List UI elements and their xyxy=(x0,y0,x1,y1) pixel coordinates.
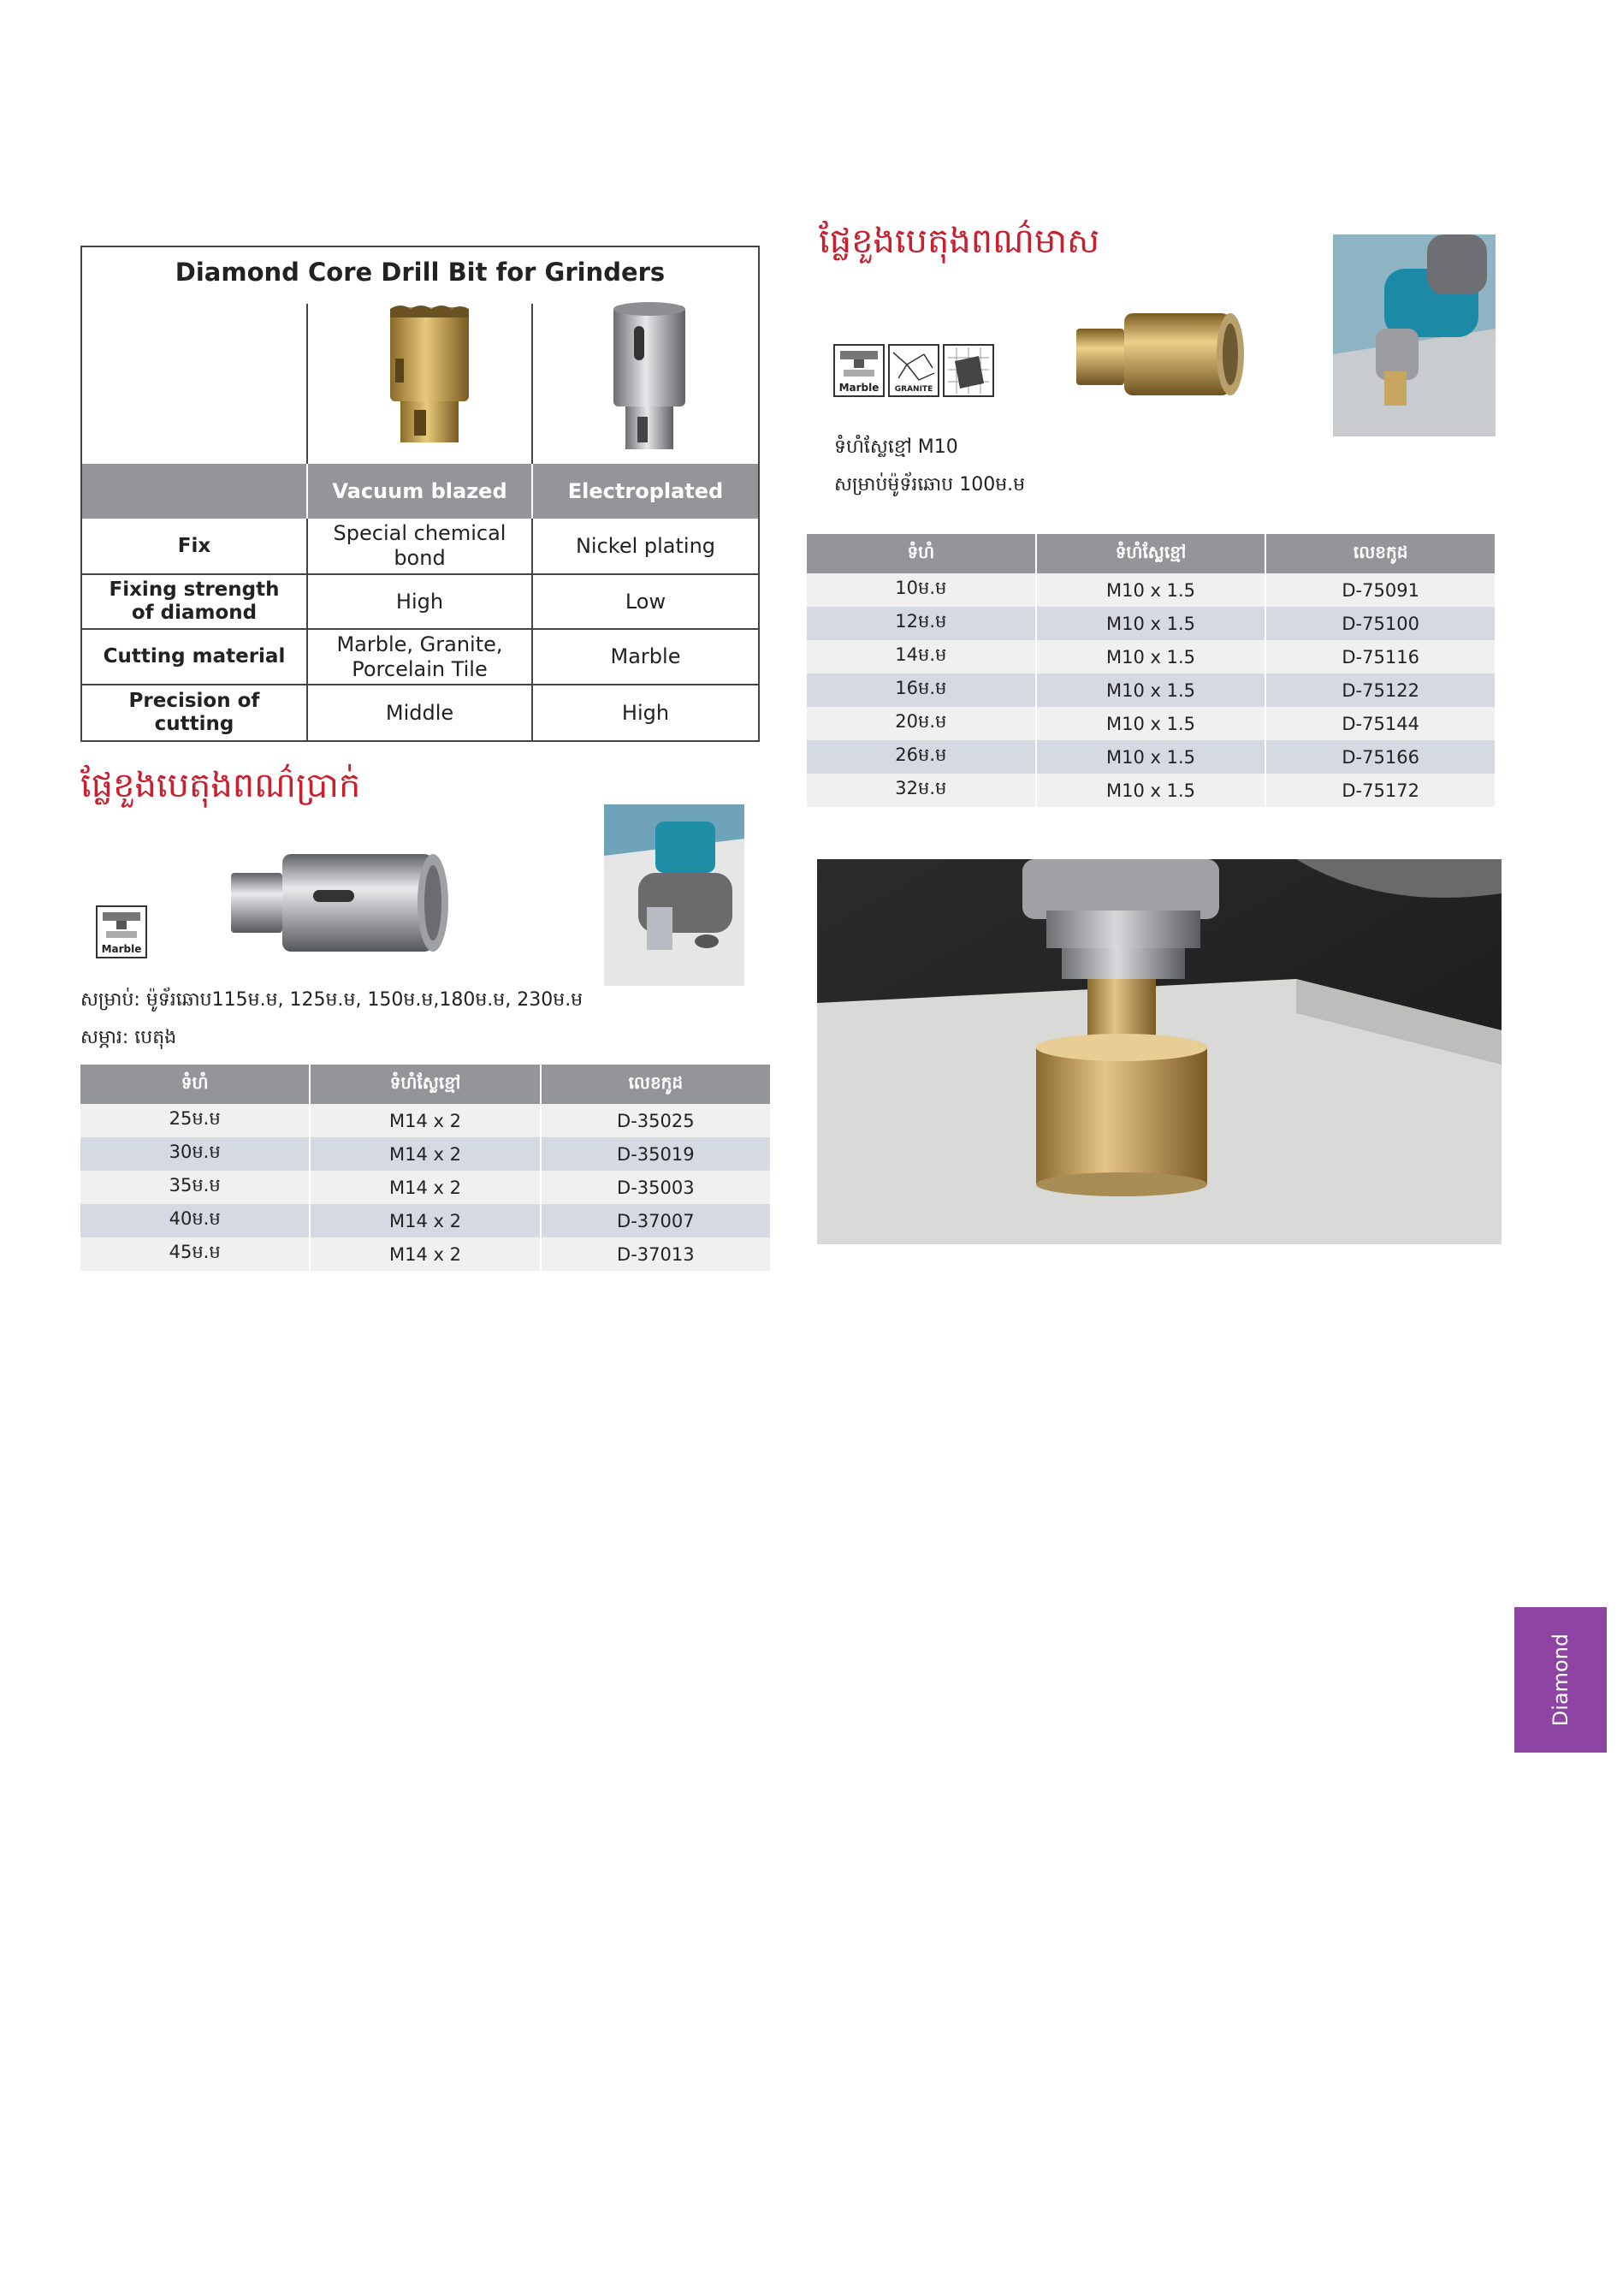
row-label-precision: Precision of cutting xyxy=(128,690,260,735)
granite-icon-label: GRANITE xyxy=(894,385,933,394)
comparison-title: Diamond Core Drill Bit for Grinders xyxy=(175,258,666,287)
silver-for-text: សម្រាប់: ម៉ូទ័រឆោប115ម.ម, 125ម.ម, 150ម.ម,180ម.ម, 230ម.ម xyxy=(80,989,583,1011)
row-label-fixing-strength: Fixing strength of diamond xyxy=(109,578,280,624)
core-drill-in-use-photo xyxy=(817,859,1502,1244)
silver-header-code: លេខកូដ xyxy=(542,1065,770,1104)
cell-precision-vacuum: Middle xyxy=(385,700,454,725)
table-row: 16ម.ម M10 x 1.5 D-75122 xyxy=(807,673,1495,707)
comparison-table xyxy=(80,246,760,742)
cell-strength-vacuum: High xyxy=(395,589,444,614)
table-row: 20ម.ម M10 x 1.5 D-75144 xyxy=(807,707,1495,740)
silver-header-size: ទំហំ xyxy=(80,1065,309,1104)
table-row: 10ម.ម M10 x 1.5 D-75091 xyxy=(807,573,1495,607)
table-row: 32ម.ម M10 x 1.5 D-75172 xyxy=(807,774,1495,807)
row-label-fix: Fix xyxy=(177,534,211,557)
cell-strength-electro: Low xyxy=(625,589,666,614)
electroplated-header: Electroplated xyxy=(567,479,724,503)
row-label-cutting-material: Cutting material xyxy=(103,645,286,667)
gold-spec-table xyxy=(805,534,1496,807)
gold-header-size: ទំហំ xyxy=(807,534,1035,573)
table-row: 45ម.ម M14 x 2 D-37013 xyxy=(80,1237,770,1271)
table-row: 26ម.ម M10 x 1.5 D-75166 xyxy=(807,740,1495,774)
vacuum-brazed-bit-image xyxy=(383,300,476,450)
table-row: 25ម.ម M14 x 2 D-35025 xyxy=(80,1104,770,1137)
gold-usage-photo xyxy=(1333,234,1496,436)
gold-header-code: លេខកូដ xyxy=(1266,534,1495,573)
silver-header-thread: ទំហំស្លែខ្មៅ xyxy=(311,1065,539,1104)
table-row: 12ម.ម M10 x 1.5 D-75100 xyxy=(807,607,1495,640)
gold-thread-text: ទំហំស្លែខ្មៅ M10 xyxy=(834,436,958,458)
silver-spec-table xyxy=(79,1065,772,1271)
cell-precision-electro: High xyxy=(621,700,670,725)
granite-material-icon xyxy=(888,344,939,397)
marble-material-icon xyxy=(96,905,147,958)
silver-section-title: ផ្លែខួងបេតុងពណ៌ប្រាក់ xyxy=(80,766,361,805)
marble-icon-label: Marble xyxy=(838,382,880,394)
cell-fix-electro: Nickel plating xyxy=(575,533,716,558)
gold-drill-bit-image xyxy=(1075,310,1247,399)
tile-material-icon xyxy=(943,344,994,397)
cell-material-electro: Marble xyxy=(610,644,681,668)
silver-material-text: សម្ភារ: បេតុង xyxy=(80,1027,177,1048)
vacuum-blazed-header: Vacuum blazed xyxy=(332,479,507,503)
table-row: 35ម.ម M14 x 2 D-35003 xyxy=(80,1171,770,1204)
marble-icon-label: Marble xyxy=(101,943,142,955)
silver-usage-photo xyxy=(604,804,744,986)
table-row: 40ម.ម M14 x 2 D-37007 xyxy=(80,1204,770,1237)
side-tab-diamond[interactable] xyxy=(1514,1607,1607,1753)
gold-header-thread: ទំហំស្លែខ្មៅ xyxy=(1037,534,1265,573)
cell-fix-vacuum: Special chemical bond xyxy=(333,521,506,570)
cell-material-vacuum: Marble, Granite, Porcelain Tile xyxy=(336,632,503,681)
side-tab-label: Diamond xyxy=(1549,1633,1573,1727)
gold-for-text: សម្រាប់ម៉ូទ័រឆោប 100ម.ម xyxy=(834,474,1026,495)
table-row: 30ម.ម M14 x 2 D-35019 xyxy=(80,1137,770,1171)
marble-material-icon xyxy=(833,344,885,397)
silver-drill-bit-image xyxy=(228,849,452,957)
electroplated-bit-image xyxy=(608,300,690,454)
gold-section-title: ផ្លែខួងបេតុងពណ៌មាស xyxy=(819,222,1100,261)
table-row: 14ម.ម M10 x 1.5 D-75116 xyxy=(807,640,1495,673)
